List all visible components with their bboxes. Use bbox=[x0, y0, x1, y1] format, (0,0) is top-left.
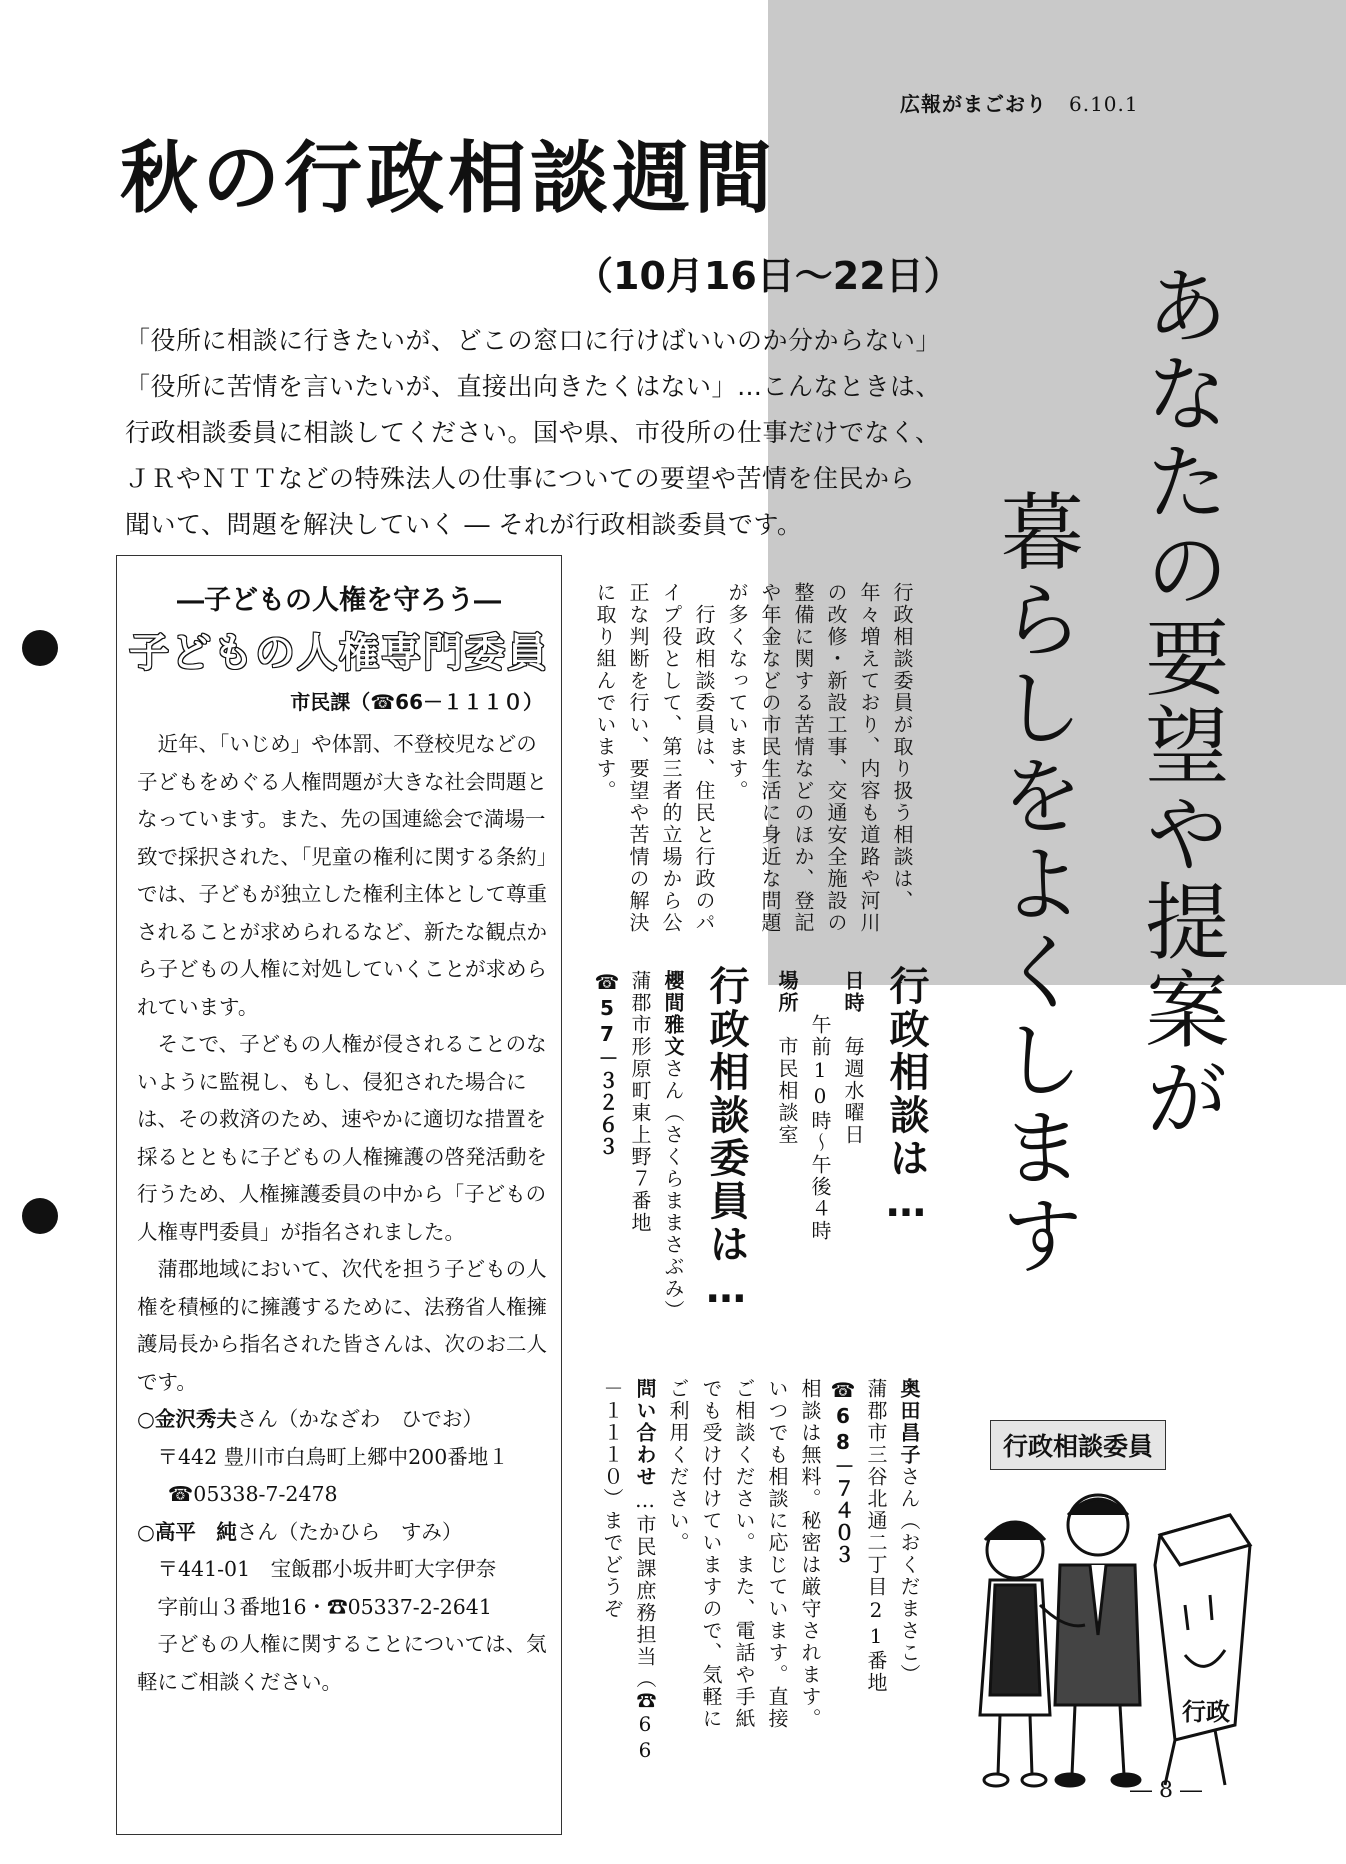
consult-heading: 行政相談は… bbox=[883, 965, 929, 1229]
vertical-line: 行政相談委員は、住民と行政のパ bbox=[692, 582, 716, 934]
page-title: 秋の行政相談週間 bbox=[120, 134, 777, 224]
notes-line: でも受け付けていますので、気軽に bbox=[699, 1378, 723, 1730]
counselors-illustration bbox=[960, 1455, 1260, 1800]
member-2 bbox=[137, 1514, 547, 1552]
member-2-address: 蒲郡市三谷北通二丁目21番地 bbox=[864, 1378, 888, 1694]
box-paragraph: 近年、「いじめ」や体罰、不登校児などの子どもをめぐる人権問題が大きな社会問題となっています。また、先の国連総会で満場一致で採択された、「児童の権利に関する条約」では、子どもが独立した権利主体として尊重されることが求められるなど、新たな観点から子どもの人権に対処していくことが求められています。 bbox=[137, 732, 547, 1019]
intro-line: 「役所に苦情を言いたいが、直接出向きたくはない」…こんなときは、 bbox=[125, 372, 942, 401]
member-1 bbox=[137, 1401, 547, 1439]
slogan-column-2: 暮らしをよくします bbox=[986, 488, 1085, 1280]
member-1-name: ○金沢秀夫 bbox=[137, 1407, 237, 1431]
contact-line bbox=[628, 1378, 661, 1798]
box-department: 市民課（☎66－１１１０） bbox=[290, 690, 543, 714]
vertical-line: イプ役として、第三者的立場から公 bbox=[659, 582, 683, 934]
vertical-line: 正な判断を行い、要望や苦情の解決 bbox=[626, 582, 650, 934]
consult-details bbox=[770, 970, 869, 1310]
schedule-hours: 午前10時～午後４時 bbox=[808, 1014, 832, 1242]
consult-schedule bbox=[836, 970, 869, 1310]
member-2-name: ○高平 純 bbox=[137, 1519, 237, 1544]
intro-line: 行政相談委員に相談してください。国や県、市役所の仕事だけでなく、 bbox=[125, 418, 941, 447]
schedule-label: 日時 bbox=[841, 970, 865, 1014]
contact-text-2: －１１１０）までどうぞ bbox=[600, 1378, 624, 1620]
member-1-suffix: さん（かなざわ ひでお） bbox=[236, 1407, 483, 1431]
publication-date: 6.10.1 bbox=[1069, 92, 1139, 116]
consult-place bbox=[770, 970, 803, 1310]
member-1-phone: ☎05338-7-2478 bbox=[167, 1482, 338, 1506]
illustration-badge: 行政相談委員 bbox=[990, 1420, 1166, 1470]
box-heading: 子どもの人権専門委員 bbox=[129, 630, 549, 676]
schedule-day: 毎週水曜日 bbox=[841, 1036, 865, 1146]
place-value: 市民相談室 bbox=[775, 1036, 799, 1146]
committee-member-1-name: 櫻間雅文 bbox=[661, 970, 685, 1058]
committee-member-2-and-notes bbox=[595, 1378, 925, 1798]
binder-hole bbox=[22, 1198, 58, 1234]
member-1-address: 〒442 豊川市白鳥町上郷中200番地１ bbox=[157, 1444, 509, 1469]
member-2-phone: ☎68－７４０３ bbox=[831, 1378, 855, 1566]
member-2-address-2: 字前山３番地16・☎05337-2-2641 bbox=[157, 1594, 492, 1619]
page-subtitle: （10月16日～22日） bbox=[575, 254, 962, 298]
box-paragraph: 蒲郡地域において、次代を担う子どもの人権を積極的に擁護するために、法務省人権擁護局長から指名された皆さんは、次のお二人です。 bbox=[137, 1257, 547, 1394]
committee-member-1 bbox=[590, 970, 689, 1330]
member-2-line bbox=[892, 1378, 925, 1798]
notes-line: 相談は無料。秘密は厳守されます。 bbox=[798, 1378, 822, 1730]
vertical-line: 行政相談委員が取り扱う相談は、 bbox=[890, 582, 914, 912]
member-2-address-1: 〒441-01 宝飯郡小坂井町大字伊奈 bbox=[157, 1557, 497, 1581]
contact-label: 問い合わせ bbox=[633, 1378, 657, 1488]
box-subheading: ―子どもの人権を守ろう― bbox=[177, 585, 501, 616]
contact-text-1: …市民課庶務担当（☎66 bbox=[633, 1488, 657, 1764]
notes-line: ご利用ください。 bbox=[666, 1378, 690, 1554]
committee-member-1-address: 蒲郡市形原町東上野７番地 bbox=[628, 970, 652, 1234]
mascot-label: 行政 bbox=[1182, 1699, 1230, 1726]
committee-heading: 行政相談委員は… bbox=[703, 965, 749, 1315]
member-2-suffix: さん（たかひら すみ） bbox=[236, 1519, 463, 1544]
publication-header bbox=[900, 88, 1139, 117]
intro-line: 「役所に相談に行きたいが、どこの窓口に行けばいいのか分からない」 bbox=[125, 326, 942, 355]
box-body bbox=[137, 726, 547, 1701]
intro-text bbox=[125, 318, 985, 548]
intro-line: 聞いて、問題を解決していく ― それが行政相談委員です。 bbox=[125, 510, 803, 539]
publication-name: 広報がまごおり bbox=[900, 92, 1047, 116]
vertical-line: の改修・新設工事、交通安全施設の bbox=[824, 582, 848, 934]
committee-member-1-line bbox=[656, 970, 689, 1330]
member-2-suffix: さん（おくだまさこ） bbox=[897, 1466, 921, 1686]
committee-member-1-suffix: さん（さくらままさぶみ） bbox=[661, 1058, 685, 1322]
vertical-line: が多くなっています。 bbox=[725, 582, 749, 802]
intro-line: ＪＲやＮＴＴなどの特殊法人の仕事についての要望や苦情を住民から bbox=[125, 464, 916, 493]
intro-vertical-text bbox=[588, 582, 918, 942]
notes-line: いつでも相談に応じています。直接 bbox=[765, 1378, 789, 1730]
box-closing: 子どもの人権に関することについては、気軽にご相談ください。 bbox=[137, 1632, 547, 1694]
vertical-line: や年金などの市民生活に身近な問題 bbox=[758, 582, 782, 934]
page-number: ― 8 ― bbox=[1130, 1778, 1202, 1803]
box-paragraph: そこで、子どもの人権が侵されることのないように監視し、もし、侵犯された場合には、その救済のため、速やかに適切な措置を採るとともに子どもの人権擁護の啓発活動を行うため、人権擁護委員の中から「子どもの人権専門委員」が指名されました。 bbox=[137, 1032, 547, 1244]
slogan-column-1: あなたの要望や提案が bbox=[1131, 262, 1230, 1142]
committee-member-1-phone: ☎57－３２６３ bbox=[595, 970, 619, 1158]
place-label: 場所 bbox=[775, 970, 799, 1014]
children-rights-box bbox=[116, 555, 562, 1835]
binder-hole bbox=[22, 630, 58, 666]
notes-line: ご相談ください。また、電話や手紙 bbox=[732, 1378, 756, 1730]
vertical-line: 整備に関する苦情などのほか、登記 bbox=[791, 582, 815, 934]
member-2-name: 奥田昌子 bbox=[897, 1378, 921, 1466]
consult-hours bbox=[803, 970, 836, 1310]
vertical-line: に取り組んでいます。 bbox=[593, 582, 617, 802]
vertical-line: 年々増えており、内容も道路や河川 bbox=[857, 582, 881, 934]
